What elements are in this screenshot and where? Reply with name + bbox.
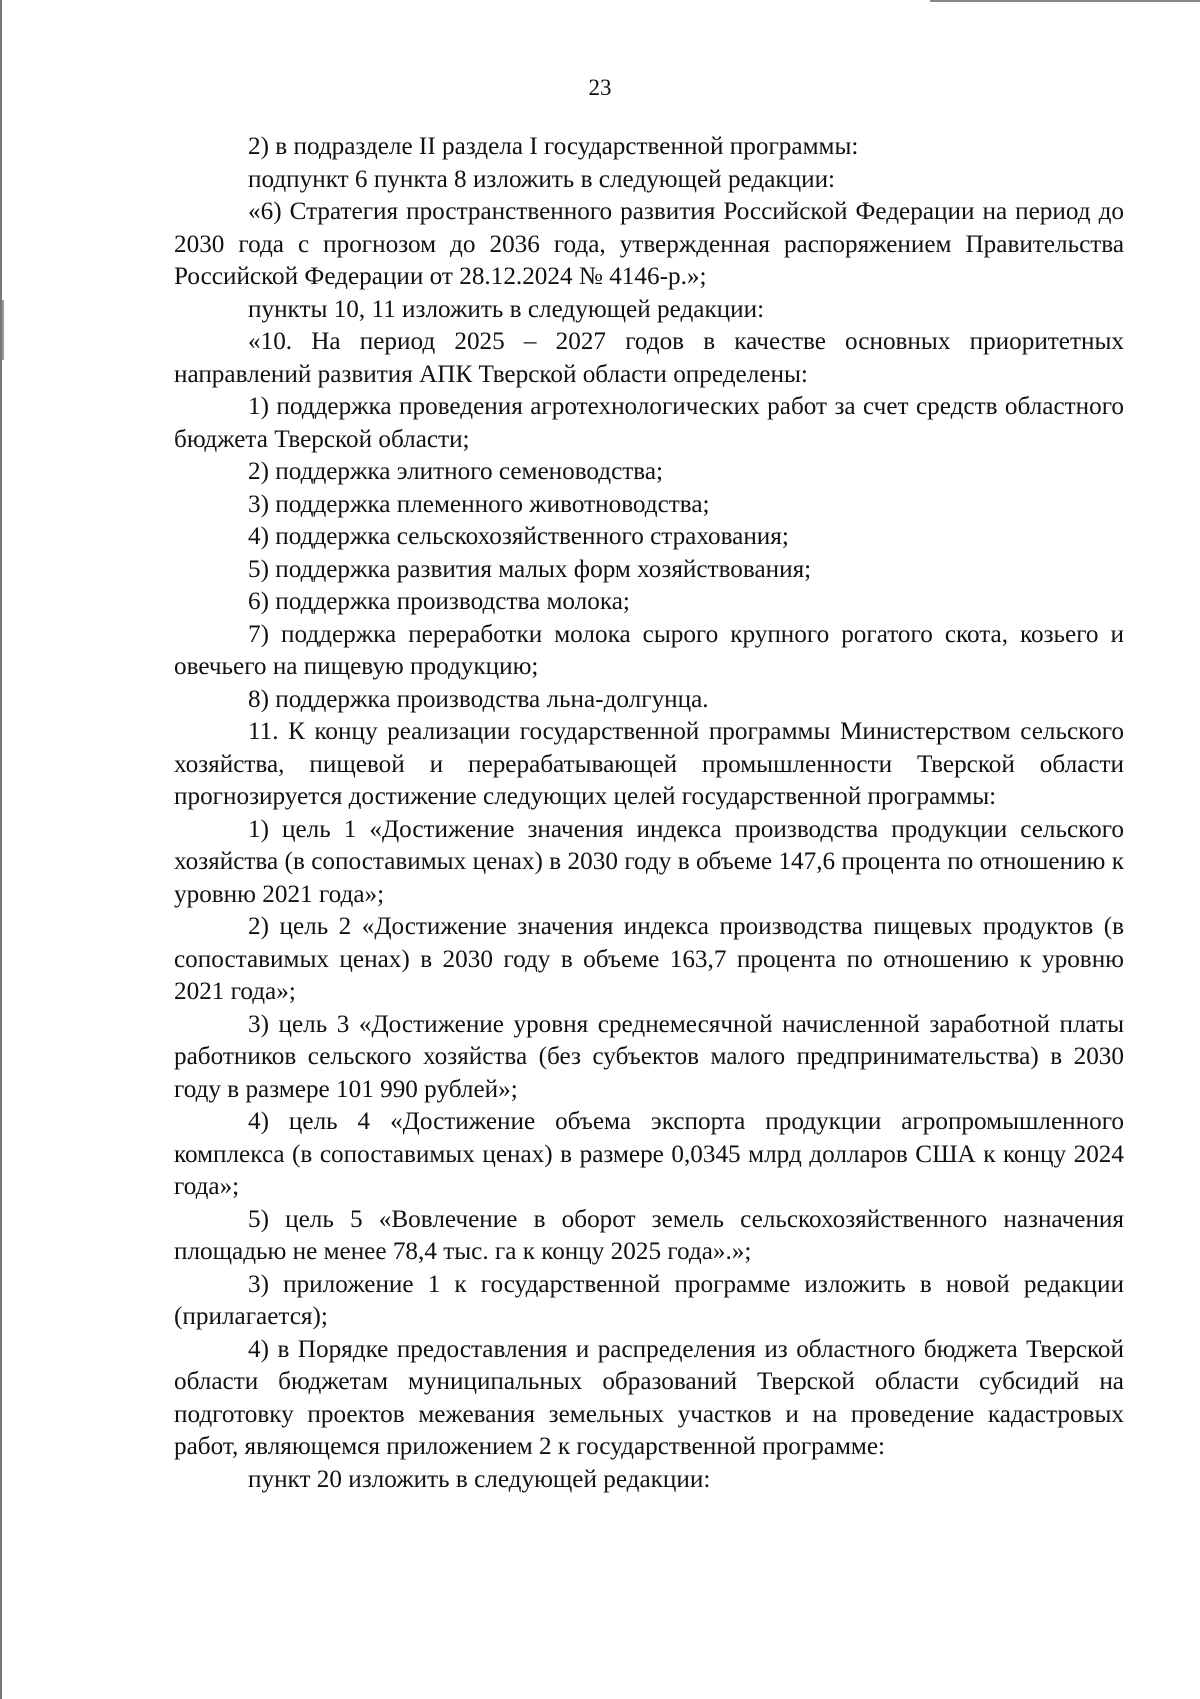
- paragraph: 1) цель 1 «Достижение значения индекса производства продукции сельского хозяйства (в сопоставимых ценах) в 2030 году в объеме 147,6 процента по отношению к уровню 2021 года»;: [174, 815, 1124, 908]
- paragraph: «6) Стратегия пространственного развития Российской Федерации на период до 2030 года с прогнозом до 2036 года, утвержденная распоряжением Правительства Российской Федерации от 28.12.2024 № 4146-р.»;: [174, 198, 1124, 290]
- paragraph: 4) в Порядке предоставления и распределения из областного бюджета Тверской области бюджетам муниципальных образований Тверской области субсидий на подготовку проектов межевания земельных участков и на проведение кадастровых работ, являющемся приложением 2 к государственной программе:: [174, 1335, 1124, 1460]
- paragraph: 3) приложение 1 к государственной программе изложить в новой редакции (прилагается);: [174, 1270, 1124, 1330]
- paragraph: 7) поддержка переработки молока сырого крупного рогатого скота, козьего и овечьего на пищевую продукцию;: [174, 620, 1124, 680]
- paragraph: 5) поддержка развития малых форм хозяйствования;: [248, 555, 812, 583]
- paragraph: 2) поддержка элитного семеноводства;: [248, 458, 664, 485]
- paragraph: 4) цель 4 «Достижение объема экспорта продукции агропромышленного комплекса (в сопоставимых ценах) в размере 0,0345 млрд долларов США к концу 2024 года»;: [174, 1108, 1124, 1200]
- paragraph: 11. К концу реализации государственной программы Министерством сельского хозяйства, пищевой и перерабатывающей промышленности Тверской области прогнозируется достижение следующих целей государственной программы:: [174, 718, 1124, 810]
- paragraph: 6) поддержка производства молока;: [248, 588, 630, 615]
- paragraph: 4) поддержка сельскохозяйственного страхования;: [248, 523, 789, 550]
- paragraph: пункты 10, 11 изложить в следующей редакции:: [248, 295, 765, 323]
- paragraph: 1) поддержка проведения агротехнологических работ за счет средств областного бюджета Тверской области;: [174, 393, 1124, 453]
- paragraph: 8) поддержка производства льна-долгунца.: [248, 685, 709, 713]
- paragraph: подпункт 6 пункта 8 изложить в следующей редакции:: [248, 165, 836, 193]
- paragraph: 3) поддержка племенного животноводства;: [248, 490, 710, 518]
- scan-edge-top: [930, 0, 1200, 2]
- document-body: [174, 131, 1124, 1496]
- scan-edge-mark: [2, 300, 4, 360]
- paragraph: 2) цель 2 «Достижение значения индекса производства пищевых продуктов (в сопоставимых ценах) в 2030 году в объеме 163,7 процента по отношению к уровню 2021 года»;: [174, 913, 1124, 1005]
- paragraph: 3) цель 3 «Достижение уровня среднемесячной начисленной заработной платы работников сельского хозяйства (без субъектов малого предпринимательства) в 2030 году в размере 101 990 рублей»;: [174, 1010, 1124, 1103]
- paragraph: 2) в подразделе II раздела I государственной программы:: [248, 133, 859, 160]
- paragraph: пункт 20 изложить в следующей редакции:: [248, 1465, 711, 1493]
- paragraph: 5) цель 5 «Вовлечение в оборот земель сельскохозяйственного назначения площадью не менее 78,4 тыс. га к концу 2025 года».»;: [174, 1205, 1124, 1265]
- scan-edge-left: [0, 0, 2, 1699]
- page-number: 23: [588, 75, 612, 100]
- paragraph: «10. На период 2025 – 2027 годов в качестве основных приоритетных направлений развития АПК Тверской области определены:: [174, 328, 1124, 388]
